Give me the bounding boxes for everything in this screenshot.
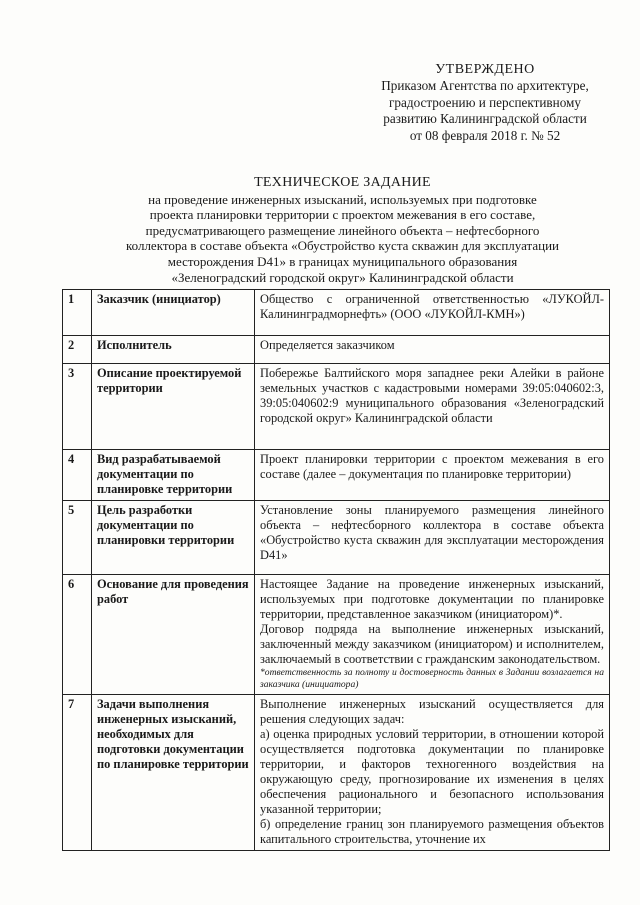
row-number: 5 xyxy=(63,501,92,575)
row-number: 1 xyxy=(63,290,92,336)
row-label: Заказчик (инициатор) xyxy=(92,290,255,336)
row-value: Проект планировки территории с проектом межевания в его составе (далее – документация по планировке территории) xyxy=(255,450,610,501)
table-row xyxy=(63,336,610,364)
approval-stamp xyxy=(360,62,610,144)
approval-line-4: от 08 февраля 2018 г. № 52 xyxy=(409,127,561,143)
row-value-paragraph: Настоящее Задание на проведение инженерных изысканий, используемых при подготовке документации по планировке территории, представленное заказчиком (инициатором)*. xyxy=(260,577,604,621)
approval-line-3: развитию Калининградской области xyxy=(383,111,587,127)
row-label: Исполнитель xyxy=(92,336,255,364)
table-row xyxy=(63,501,610,575)
document-title xyxy=(100,175,585,285)
row-value: Установление зоны планируемого размещения линейного объекта – нефтесборного коллектора в составе объекта «Обустройство куста скважин для эксплуатации месторождения D41» xyxy=(255,501,610,575)
title-line: предусматривающего размещение линейного объекта – нефтесборного xyxy=(145,222,540,238)
row-number: 6 xyxy=(63,575,92,695)
row-value xyxy=(255,695,610,851)
row-value xyxy=(255,575,610,695)
title-line: месторождения D41» в границах муниципального образования xyxy=(167,253,518,269)
row-value: Общество с ограниченной ответственностью «ЛУКОЙЛ-Калининградморнефть» (ООО «ЛУКОЙЛ-КМН») xyxy=(255,290,610,336)
table-row xyxy=(63,695,610,851)
row-number: 7 xyxy=(63,695,92,851)
row-value-paragraph: а) оценка природных условий территории, в отношении которой осуществляется подготовка документации по планировке территории, и факторов техногенного воздействия на окружающую среду, прогнозирование их изменения в целях обеспечения рационального и безопасного использования указанной территории; xyxy=(260,727,604,816)
title-line: коллектора в составе объекта «Обустройство куста скважин для эксплуатации xyxy=(125,238,560,254)
row-label: Описание проектируемой территории xyxy=(92,364,255,450)
approval-line-1: Приказом Агентства по архитектуре, xyxy=(381,78,589,94)
table-row xyxy=(63,575,610,695)
row-number: 2 xyxy=(63,336,92,364)
title-main: ТЕХНИЧЕСКОЕ ЗАДАНИЕ xyxy=(254,175,431,190)
title-line: «Зеленоградский городской округ» Калининградской области xyxy=(171,269,514,285)
row-footnote: *ответственность за полноту и достоверность данных в Задании возлагается на заказчика (инициатора) xyxy=(260,667,604,690)
row-label: Основание для проведения работ xyxy=(92,575,255,695)
row-value: Определяется заказчиком xyxy=(255,336,610,364)
approval-line-2: градостроению и перспективному xyxy=(389,94,581,110)
table-row xyxy=(63,364,610,450)
specification-table xyxy=(62,289,610,851)
title-line: проекта планировки территории с проектом межевания в его составе, xyxy=(149,207,536,223)
title-line: на проведение инженерных изысканий, используемых при подготовке xyxy=(148,191,537,207)
row-value-paragraph: б) определение границ зон планируемого размещения объектов капитального строительства, уточнение их xyxy=(260,817,604,846)
row-number: 3 xyxy=(63,364,92,450)
table-row xyxy=(63,290,610,336)
approval-heading: УТВЕРЖДЕНО xyxy=(435,62,535,77)
row-label: Задачи выполнения инженерных изысканий, необходимых для подготовки документации по планировке территории xyxy=(92,695,255,851)
row-label: Цель разработки документации по планировки территории xyxy=(92,501,255,575)
row-value: Побережье Балтийского моря западнее реки Алейки в районе земельных участков с кадастровыми номерами 39:05:040602:3, 39:05:040602:9 муниципального образования «Зеленоградский городской округ» Калининградской области xyxy=(255,364,610,450)
row-number: 4 xyxy=(63,450,92,501)
row-value-paragraph: Договор подряда на выполнение инженерных изысканий, заключенный между заказчиком (инициатором) и исполнителем, заключаемый в соответствии с гражданским законодательством. xyxy=(260,622,604,666)
table-row xyxy=(63,450,610,501)
row-label: Вид разрабатываемой документации по планировке территории xyxy=(92,450,255,501)
row-value-paragraph: Выполнение инженерных изысканий осуществляется для решения следующих задач: xyxy=(260,697,604,726)
